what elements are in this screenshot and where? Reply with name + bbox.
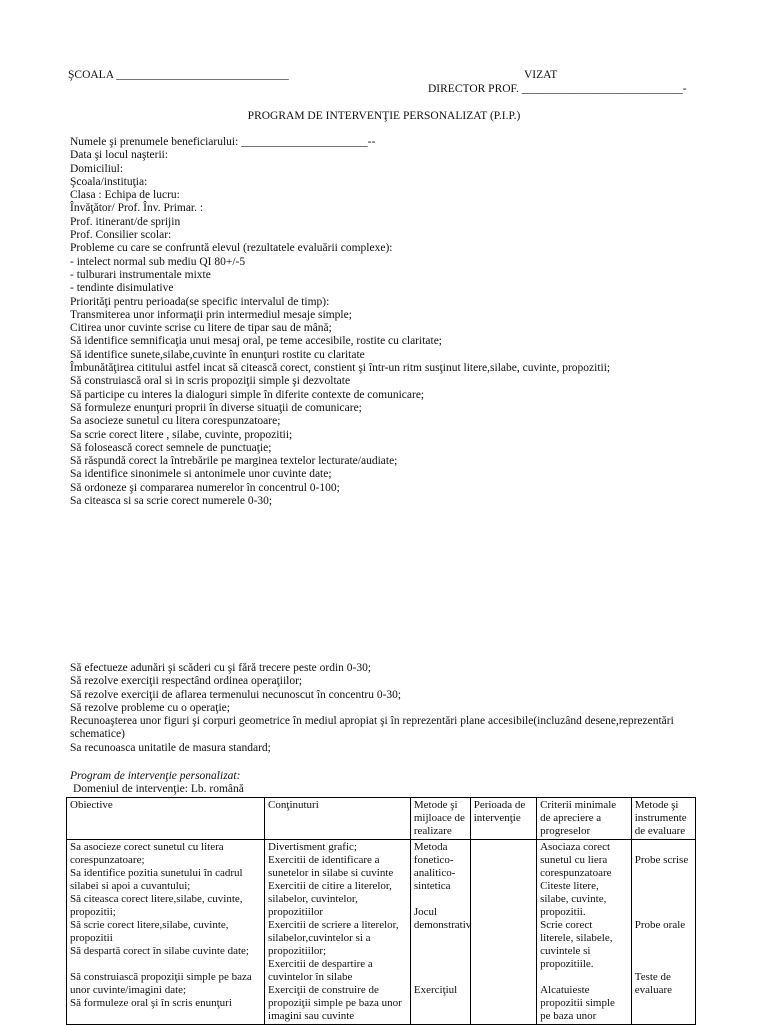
table-row (67, 840, 696, 1025)
cell-spacer (414, 932, 467, 945)
text-line: Transmiterea unor informaţii prin intermediul mesaje simple; (70, 308, 352, 321)
cell-line: Exercitii de identificare a sunetelor in silabe si cuvinte (268, 854, 394, 879)
text-line: Domiciliul: (70, 162, 124, 175)
cell-line: Exerciţiul (413, 984, 458, 996)
text-line: Să folosească corect semnele de punctuaţie; (70, 441, 272, 454)
cell-line: Exercitii de scriere a literelor, silabelor,cuvintelor si a propozitiilor; (268, 919, 399, 957)
cell-line: Sa identifice pozitia sunetului în cadrul silabei si apoi a cuvantului; (70, 867, 243, 892)
evaluation-cell (631, 840, 695, 1025)
objectives-cell (67, 840, 265, 1025)
methods-cell (410, 840, 470, 1025)
table-header-row (67, 798, 696, 840)
cell-spacer (635, 958, 692, 971)
cell-line: Să citeasca corect litere,silabe, cuvinte, propozitii; (70, 893, 243, 918)
cell-line: Să despartă corect în silabe cuvinte date; (70, 945, 249, 957)
text-line: Sa recunoasca unitatile de masura standard; (70, 741, 271, 754)
header-period: Perioada de intervenţie (470, 798, 536, 840)
text-line: Învăţător/ Prof. Înv. Primar. : (70, 202, 204, 215)
beneficiary-info-block (70, 136, 710, 508)
period-cell (470, 840, 536, 1025)
cell-line: Probe orale (634, 919, 686, 931)
text-line: Să formuleze enunţuri proprii în diverse situaţii de comunicare; (70, 401, 362, 414)
cell-spacer (414, 958, 467, 971)
cell-line: Citeste litere, silabe, cuvinte, propozitii. (540, 880, 607, 918)
school-line: ŞCOALA ______________________________ (68, 69, 289, 81)
text-line: Citirea unor cuvinte scrise cu litere de tipar sau de mână; (70, 322, 332, 335)
text-line: Priorităţi pentru perioada(se specific intervalul de timp): (70, 295, 330, 308)
contents-cell (265, 840, 411, 1025)
cell-spacer (635, 841, 692, 854)
text-line: Şcoala/instituţia: (70, 175, 148, 188)
header-methods: Metode şi mijloace de realizare (410, 798, 470, 840)
intervention-domain: Domeniul de intervenţie: Lb. română (73, 783, 244, 795)
text-line: - intelect normal sub mediu QI 80+/-5 (70, 255, 246, 268)
intervention-table (66, 797, 696, 1025)
cell-spacer (414, 971, 467, 984)
cell-spacer (635, 945, 692, 958)
cell-line: Probe scrise (634, 854, 689, 866)
cell-spacer (635, 932, 692, 945)
cell-line: Sa asocieze corect sunetul cu litera corespunzatoare; (70, 841, 224, 866)
text-line: Sa citeasca si sa scrie corect numerele 0-30; (70, 495, 273, 508)
text-line: Să identifice semnificaţia unui mesaj oral, pe teme accesibile, rostite cu claritate; (70, 335, 442, 348)
text-line: Îmbunătăţirea cititului astfel incat să citească corect, constient şi într-un ritm susţinut litere,silabe, cuvinte, propozitii; (70, 362, 611, 375)
cell-line: Alcatuieste propozitii simple pe baza unor (540, 984, 615, 1022)
cell-spacer (414, 945, 467, 958)
vizat-label: VIZAT (524, 69, 558, 81)
text-line: Să efectueze adunări şi scăderi cu şi fără trecere peste ordin 0-30; (70, 662, 372, 674)
text-line: Data şi locul naşterii: (70, 149, 169, 162)
cell-line: Metoda fonetico-analitico-sintetica (413, 841, 456, 892)
text-line: Sa identifice sinonimele si antonimele unor cuvinte date; (70, 468, 332, 481)
program-title: Program de intervenţie personalizat: (70, 770, 241, 782)
header-evaluation: Metode şi instrumente de evaluare (631, 798, 695, 840)
text-line: Să rezolve probleme cu o operaţie; (70, 701, 230, 714)
text-line: Să rezolve exerciţii de aflarea termenului necunoscut în concentru 0-30; (70, 688, 402, 701)
cell-spacer (414, 893, 467, 906)
cell-spacer (540, 971, 628, 984)
text-line: Sa asocieze sunetul cu litera corespunzatoare; (70, 415, 281, 428)
cell-line: Asociaza corect sunetul cu liera corespunzatoare (540, 841, 612, 879)
cell-line: Scrie corect literele, silabele, cuvintele si propozitiile. (540, 919, 613, 970)
header-objectives: Obiective (67, 798, 265, 840)
text-line: Să participe cu interes la dialoguri simple în diferite contexte de comunicare; (70, 388, 425, 401)
cell-line: Să construiască propoziţii simple pe baza unor cuvinte/imagini date; (70, 971, 252, 996)
cell-spacer (635, 880, 692, 893)
text-line: Să identifice sunete,silabe,cuvinte în enunţuri rostite cu claritate (70, 348, 365, 361)
cell-spacer (635, 906, 692, 919)
cell-line: Teste de evaluare (634, 971, 672, 996)
text-line: Să ordoneze şi compararea numerelor în concentrul 0-100; (70, 481, 340, 494)
text-line: Sa scrie corect litere , silabe, cuvinte, propozitii; (70, 428, 293, 441)
cell-spacer (70, 958, 261, 971)
text-line: Să construiască oral si in scris propoziţii simple şi dezvoltate (70, 375, 351, 388)
criteria-cell (537, 840, 632, 1025)
cell-line: Să formuleze oral şi în scris enunţuri (70, 997, 232, 1009)
director-line: DIRECTOR PROF. ____________________________- (428, 83, 687, 95)
text-line: Să răspundă corect la întrebările pe marginea textelor lecturate/audiate; (70, 455, 398, 468)
text-line: Recunoaşterea unor figuri şi corpuri geometrice în mediul apropiat şi în reprezentări plane accesibile(incluzând desene,reprezentări schematice) (70, 715, 674, 741)
header-criteria: Criterii minimale de apreciere a progreselor (537, 798, 632, 840)
cell-line: Divertisment grafic; (268, 841, 357, 853)
cell-spacer (635, 867, 692, 880)
cell-line: Să scrie corect litere,silabe, cuvinte, propozitii (70, 919, 229, 944)
text-line: - tendinte disimulative (70, 282, 174, 295)
text-line: Prof. Consilier scolar: (70, 229, 172, 242)
document-title: PROGRAM DE INTERVENŢIE PERSONALIZAT (P.I.P.) (247, 110, 521, 122)
math-priorities-block (70, 662, 710, 755)
header-contents: Conţinuturi (265, 798, 411, 840)
cell-line: Jocul demonstrativ (413, 906, 472, 931)
cell-spacer (635, 893, 692, 906)
cell-line: Exercitii de citire a literelor, silabelor, cuvintelor, propozitiilor (268, 880, 392, 918)
text-line: Prof. itinerant/de sprijin (70, 215, 181, 228)
cell-line: Exercitii de despartire a cuvintelor în silabe (268, 958, 373, 983)
text-line: Probleme cu care se confruntă elevul (rezultatele evaluării complexe): (70, 242, 393, 255)
text-line: - tulburari instrumentale mixte (70, 268, 211, 281)
cell-line: Exerciţii de construire de propoziţii simple pe baza unor imagini sau cuvinte (268, 984, 402, 1022)
text-line: Numele şi prenumele beneficiarului: ______________________-- (70, 136, 376, 148)
text-line: Clasa : Echipa de lucru: (70, 189, 180, 202)
text-line: Să rezolve exerciţii respectând ordinea operaţiilor; (70, 675, 303, 688)
